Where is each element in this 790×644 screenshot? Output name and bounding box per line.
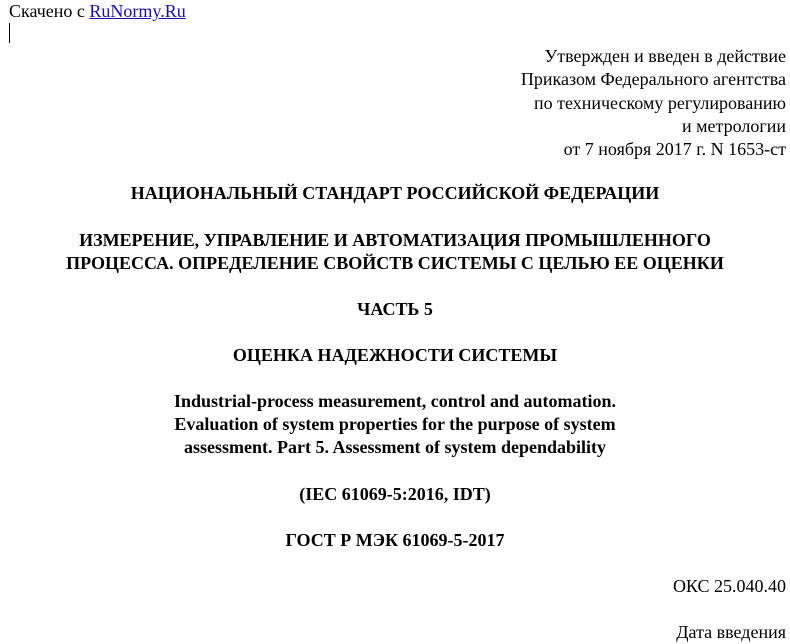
intro-date-label: Дата введения [676, 622, 786, 642]
english-title-line: assessment. Part 5. Assessment of system dependability [184, 437, 606, 457]
iec-reference: (IEC 61069-5:2016, IDT) [299, 484, 491, 504]
iec-reference-heading [0, 483, 790, 506]
approval-line: от 7 ноября 2017 г. N 1653-ст [563, 139, 786, 160]
source-prefix: Скачено с [9, 1, 90, 21]
gost-heading [0, 529, 790, 552]
english-title-line: Industrial-process measurement, control and automation. [173, 391, 616, 411]
standard-title-block [0, 229, 790, 275]
part-title: ОЦЕНКА НАДЕЖНОСТИ СИСТЕМЫ [232, 345, 558, 365]
national-standard-title: НАЦИОНАЛЬНЫЙ СТАНДАРТ РОССИЙСКОЙ ФЕДЕРАЦИИ [130, 183, 660, 203]
approval-block [521, 45, 786, 161]
gost-number: ГОСТ Р МЭК 61069-5-2017 [285, 530, 505, 550]
source-line [9, 0, 186, 23]
runormy-link[interactable]: RuNormy.Ru [89, 1, 186, 21]
standard-title-line: ПРОЦЕССА. ОПРЕДЕЛЕНИЕ СВОЙСТВ СИСТЕМЫ С ЦЕЛЬЮ ЕЕ ОЦЕНКИ [66, 253, 724, 273]
national-standard-heading [0, 182, 790, 205]
english-title-block [0, 390, 790, 459]
oks-code: ОКС 25.040.40 [672, 576, 786, 596]
text-cursor [9, 23, 10, 43]
approval-line: Утвержден и введен в действие [544, 46, 786, 66]
approval-line: Приказом Федерального агентства [520, 69, 786, 90]
english-title-line: Evaluation of system properties for the purpose of system [174, 414, 616, 434]
approval-line: по техническому регулированию [533, 92, 786, 113]
approval-line: и метрологии [682, 115, 786, 136]
part-heading [0, 298, 790, 321]
part-number: ЧАСТЬ 5 [357, 299, 433, 319]
part-title-heading [0, 344, 790, 367]
standard-title-line: ИЗМЕРЕНИЕ, УПРАВЛЕНИЕ И АВТОМАТИЗАЦИЯ ПРОМЫШЛЕННОГО [79, 230, 711, 250]
